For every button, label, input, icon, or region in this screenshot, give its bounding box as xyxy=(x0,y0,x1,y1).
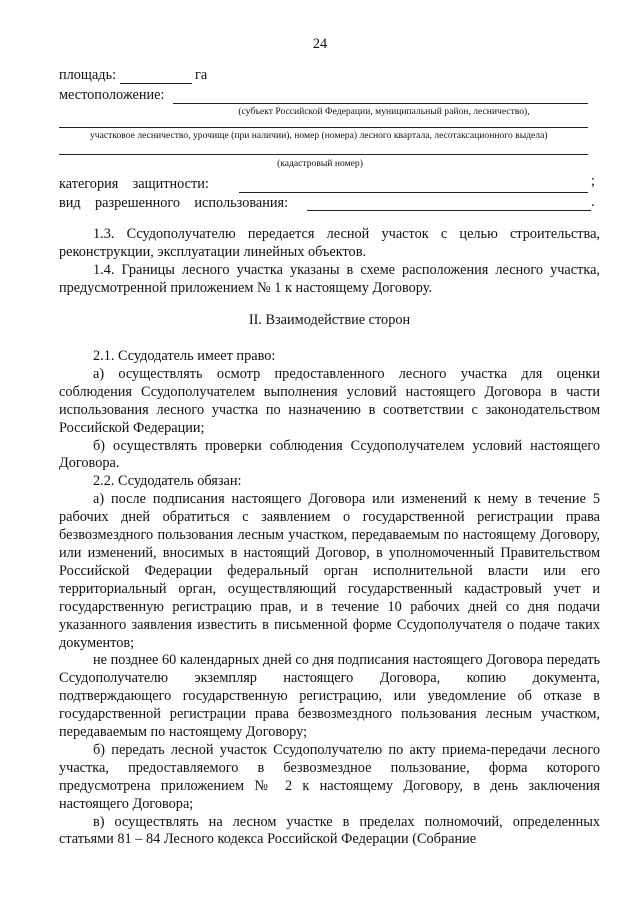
clauses-1 xyxy=(59,226,600,298)
section-title: II. Взаимодействие сторон xyxy=(248,312,411,328)
cadastral-blank xyxy=(59,154,588,155)
area-label: площадь: xyxy=(59,67,117,83)
clause-2-2: 2.2. Ссудодатель обязан: xyxy=(93,473,242,490)
clause-1-3: 1.3. Ссудополучателю передается лесной участок с целью строительства, реконструкции, эксплуатации линейных объектов. xyxy=(59,226,600,260)
location-hint-district: участковое лесничество, урочище (при наличии), номер (номера) лесного квартала, лесотаксационного выдела) xyxy=(90,130,548,141)
clause-2-2-a: а) после подписания настоящего Договора или изменений к нему в течение 5 рабочих дней обратиться с заявлением о государственной регистрации права безвозмездного пользования лесным участком, передаваемым по настоящему Договору, или изменений, вносимых в настоящий Договор, в уполномоченный Правительством Российской Федерации федеральный орган исполнительной власти или его территориальный орган, осуществляющий государственный кадастровый учет и государственную регистрацию прав, и в течение 10 рабочих дней со дня подачи указанного заявления известить в письменной форме Ссудополучателя о подаче таких документов; xyxy=(59,491,600,651)
district-blank xyxy=(59,127,588,128)
clause-2-2-b: б) передать лесной участок Ссудополучателю по акту приема-передачи лесного участка, предоставляемого в безвозмездное пользование, форма которого предусмотрена приложением № 2 к настоящему Договору, в день заключения настоящего Договора; xyxy=(59,741,600,812)
permitted-use-blank xyxy=(307,210,591,211)
clause-2-2-v: в) осуществлять на лесном участке в пределах полномочий, определенных статьями 81 – 84 Лесного кодекса Российской Федерации (Собрание xyxy=(59,813,600,848)
area-unit: га xyxy=(195,67,208,83)
permitted-use-end: . xyxy=(591,194,595,210)
cadastral-hint: (кадастровый номер) xyxy=(277,158,363,169)
clause-2-1-b: б) осуществлять проверки соблюдения Ссудополучателем условий настоящего Договора. xyxy=(59,437,600,472)
page-number: 24 xyxy=(312,36,328,52)
location-label: местоположение: xyxy=(59,87,165,103)
location-blank xyxy=(173,103,588,104)
protection-category-label: категория защитности: xyxy=(59,176,209,192)
area-blank xyxy=(120,83,192,84)
clause-2-1: 2.1. Ссудодатель имеет право: xyxy=(93,348,276,364)
protection-category-blank xyxy=(239,192,588,193)
clause-1-4: 1.4. Границы лесного участка указаны в схеме расположения лесного участка, предусмотренной приложением № 1 к настоящему Договору. xyxy=(59,261,600,296)
protection-category-end: ; xyxy=(591,173,595,189)
clause-2-1-a: а) осуществлять осмотр предоставленного лесного участка для оценки соблюдения Ссудополучателем выполнения условий настоящего Договора в части использования лесного участка по назначению в соответствии с законодательством Российской Федерации; xyxy=(59,365,600,436)
section-body xyxy=(59,348,600,849)
clause-2-2-a-continued: не позднее 60 календарных дней со дня подписания настоящего Договора передать Ссудополучателю экземпляр настоящего Договора, копию документа, подтверждающего государственную регистрацию, или уведомление об отказе в государственной регистрации права безвозмездного пользования лесным участком, передаваемым по настоящему Договору; xyxy=(59,652,601,741)
permitted-use-label: вид разрешенного использования: xyxy=(59,195,289,211)
location-hint-subject: (субъект Российской Федерации, муниципальный район, лесничество), xyxy=(238,106,530,117)
